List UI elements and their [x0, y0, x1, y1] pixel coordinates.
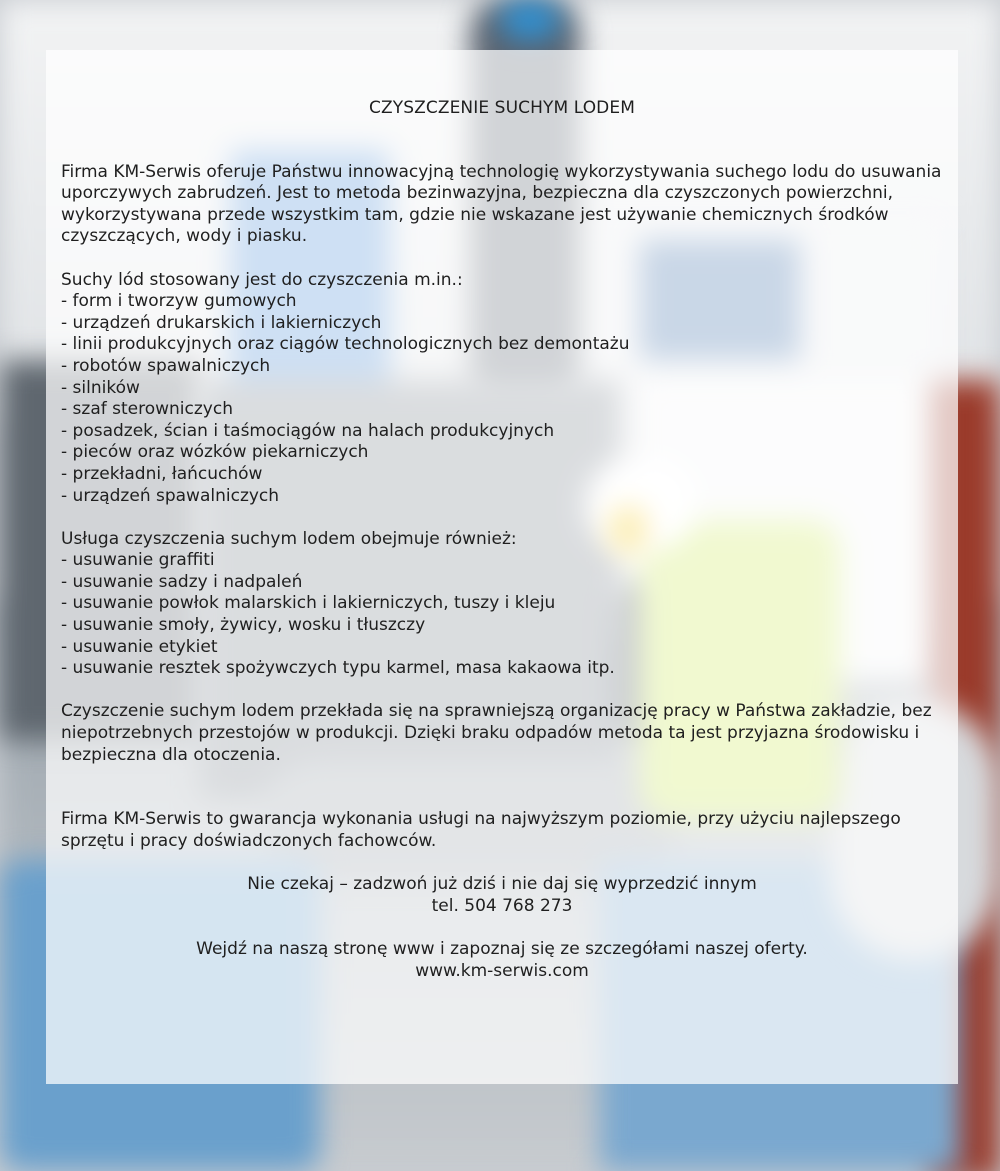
page-title: CZYSZCZENIE SUCHYM LODEM: [369, 98, 635, 118]
list-item: - usuwanie etykiet: [61, 636, 218, 657]
services-list: [61, 550, 943, 680]
list-item: - usuwanie sadzy i nadpaleń: [61, 571, 303, 592]
services-heading: Usługa czyszczenia suchym lodem obejmuje również:: [61, 528, 517, 549]
list-item: - silników: [61, 377, 140, 398]
uses-list: [61, 291, 943, 507]
list-item: - pieców oraz wózków piekarniczych: [61, 442, 369, 463]
list-item: - usuwanie powłok malarskich i lakierniczych, tuszy i kleju: [61, 593, 556, 614]
list-item: - robotów spawalniczych: [61, 355, 271, 376]
list-item: - usuwanie resztek spożywczych typu karmel, masa kakaowa itp.: [61, 658, 615, 679]
website-invite-text: Wejdź na naszą stronę www i zapoznaj się ze szczegółami naszej oferty.: [196, 938, 808, 959]
list-item: - form i tworzyw gumowych: [61, 291, 297, 312]
list-item: - przekładni, łańcuchów: [61, 463, 263, 484]
list-item: - urządzeń spawalniczych: [61, 485, 280, 506]
website-link[interactable]: www.km-serwis.com: [415, 960, 589, 981]
list-item: - urządzeń drukarskich i lakierniczych: [61, 312, 382, 333]
content-panel: [46, 50, 958, 1084]
benefits-paragraph: Czyszczenie suchym lodem przekłada się na sprawniejszą organizację pracy w Państwa zakładzie, bez niepotrzebnych przestojów w produkcji. Dzięki braku odpadów metoda ta jest przyjazna środowisku i bezpieczna dla otoczenia.: [61, 701, 932, 765]
phone-number[interactable]: tel. 504 768 273: [431, 895, 573, 916]
list-item: - usuwanie smoły, żywicy, wosku i tłuszczy: [61, 615, 426, 636]
list-item: - posadzek, ścian i taśmociągów na halach produkcyjnych: [61, 420, 555, 441]
list-item: - szaf sterowniczych: [61, 399, 233, 420]
uses-heading: Suchy lód stosowany jest do czyszczenia m.in.:: [61, 269, 463, 290]
cta-text: Nie czekaj – zadzwoń już dziś i nie daj się wyprzedzić innym: [247, 874, 757, 895]
website-line: [61, 961, 943, 983]
list-item: - usuwanie graffiti: [61, 550, 215, 571]
intro-paragraph: Firma KM-Serwis oferuje Państwu innowacyjną technologię wykorzystywania suchego lodu do usuwania uporczywych zabrudzeń. Jest to metoda bezinwazyjna, bezpieczna dla czyszczonych powierzchni, wykorzystywana przede wszystkim tam, gdzie nie wskazane jest używanie chemicznych środków czyszczących, wody i piasku.: [61, 161, 942, 247]
list-item: - linii produkcyjnych oraz ciągów technologicznych bez demontażu: [61, 334, 630, 355]
guarantee-paragraph: Firma KM-Serwis to gwarancja wykonania usługi na najwyższym poziomie, przy użyciu najlepszego sprzętu i pracy doświadczonych fachowców.: [61, 809, 901, 851]
